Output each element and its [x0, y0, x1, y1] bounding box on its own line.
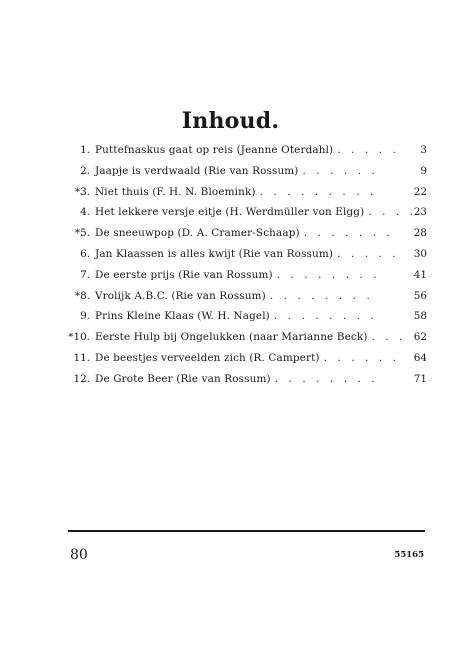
entry-page: 58	[413, 310, 427, 323]
entry-page: 22	[413, 185, 427, 198]
entry-title: Puttefnaskus gaat op reis (Jeanne Oterdahl) . . . . .	[95, 144, 400, 156]
entry-title: De Grote Beer (Rie van Rossum) . . . . . . . .	[95, 372, 379, 385]
toc-entry	[55, 373, 427, 394]
entry-page: 23	[413, 206, 427, 219]
entry-number: 9.	[80, 310, 90, 323]
leader-dots: . . . . . .	[323, 351, 400, 364]
toc-entry	[55, 144, 427, 165]
toc-entry	[55, 227, 427, 248]
entry-number: 11.	[73, 351, 90, 364]
leader-dots: . . .	[371, 331, 407, 344]
entry-title: De eerste prijs (Rie van Rossum) . . . . . . . .	[95, 268, 381, 281]
toc-entry	[55, 186, 427, 207]
leader-dots: . . . . . .	[302, 164, 379, 177]
entry-title: Jan Klaassen is alles kwijt (Rie van Rossum) . . . . .	[95, 247, 400, 260]
entry-page: 41	[413, 268, 427, 281]
entry-number: *8.	[74, 289, 90, 302]
leader-dots: . . . . . . .	[303, 227, 394, 240]
toc-entry	[55, 310, 427, 331]
toc-entry	[55, 206, 427, 227]
leader-dots: . . . . . . . . .	[259, 185, 377, 198]
entry-number: *5.	[74, 227, 90, 240]
entry-page: 9	[420, 164, 427, 177]
leader-dots: . . . . . . . .	[274, 372, 379, 385]
leader-dots: . . . . . . . .	[273, 310, 378, 323]
toc-entry	[55, 269, 427, 290]
toc-entry	[55, 248, 427, 269]
entry-title: Vrolijk A.B.C. (Rie van Rossum) . . . . . . . .	[95, 289, 374, 302]
toc-entry	[55, 331, 427, 352]
entry-page: 28	[413, 227, 427, 240]
entry-title: Prins Kleine Klaas (W. H. Nagel) . . . . . . . .	[95, 310, 378, 323]
entry-number: 12.	[73, 372, 90, 385]
footer-rule	[68, 530, 425, 532]
entry-page: 62	[413, 331, 427, 344]
entry-number: *3.	[74, 185, 90, 198]
entry-page: 3	[420, 144, 427, 156]
entry-page: 71	[413, 372, 427, 385]
leader-dots: . . . . .	[337, 247, 400, 260]
entry-number: 1.	[80, 144, 90, 156]
entry-title: De beestjes verveelden zich (R. Campert) . . . . . .	[95, 351, 400, 364]
entry-page: 64	[413, 351, 427, 364]
leader-dots: . . . .	[368, 206, 417, 219]
toc-entry	[55, 352, 427, 373]
entry-title: Niet thuis (F. H. N. Bloemink) . . . . . . . . .	[95, 185, 377, 198]
entry-number: 4.	[80, 206, 90, 219]
entry-page: 30	[413, 247, 427, 260]
toc-entry	[55, 290, 427, 311]
entry-title: Eerste Hulp bij Ongelukken (naar Marianne Beck) . . .	[95, 331, 407, 344]
page-number: 80	[70, 547, 88, 563]
toc-entry	[55, 165, 427, 186]
entry-number: 6.	[80, 247, 90, 260]
page-title: Inhoud.	[181, 108, 280, 134]
entry-number: 7.	[80, 268, 90, 281]
leader-dots: . . . . .	[337, 144, 400, 156]
print-code: 55165	[394, 550, 424, 560]
entry-number: *10.	[68, 331, 90, 344]
leader-dots: . . . . . . . .	[269, 289, 374, 302]
entry-number: 2.	[80, 164, 90, 177]
entry-title: De sneeuwpop (D. A. Cramer-Schaap) . . . . . . .	[95, 227, 394, 240]
leader-dots: . . . . . . . .	[276, 268, 381, 281]
entry-title: Het lekkere versje eitje (H. Werdmüller von Elgg) . . . .	[95, 206, 417, 219]
table-of-contents	[55, 144, 427, 394]
entry-page: 56	[413, 289, 427, 302]
entry-title: Jaapje is verdwaald (Rie van Rossum) . . . . . .	[95, 164, 379, 177]
